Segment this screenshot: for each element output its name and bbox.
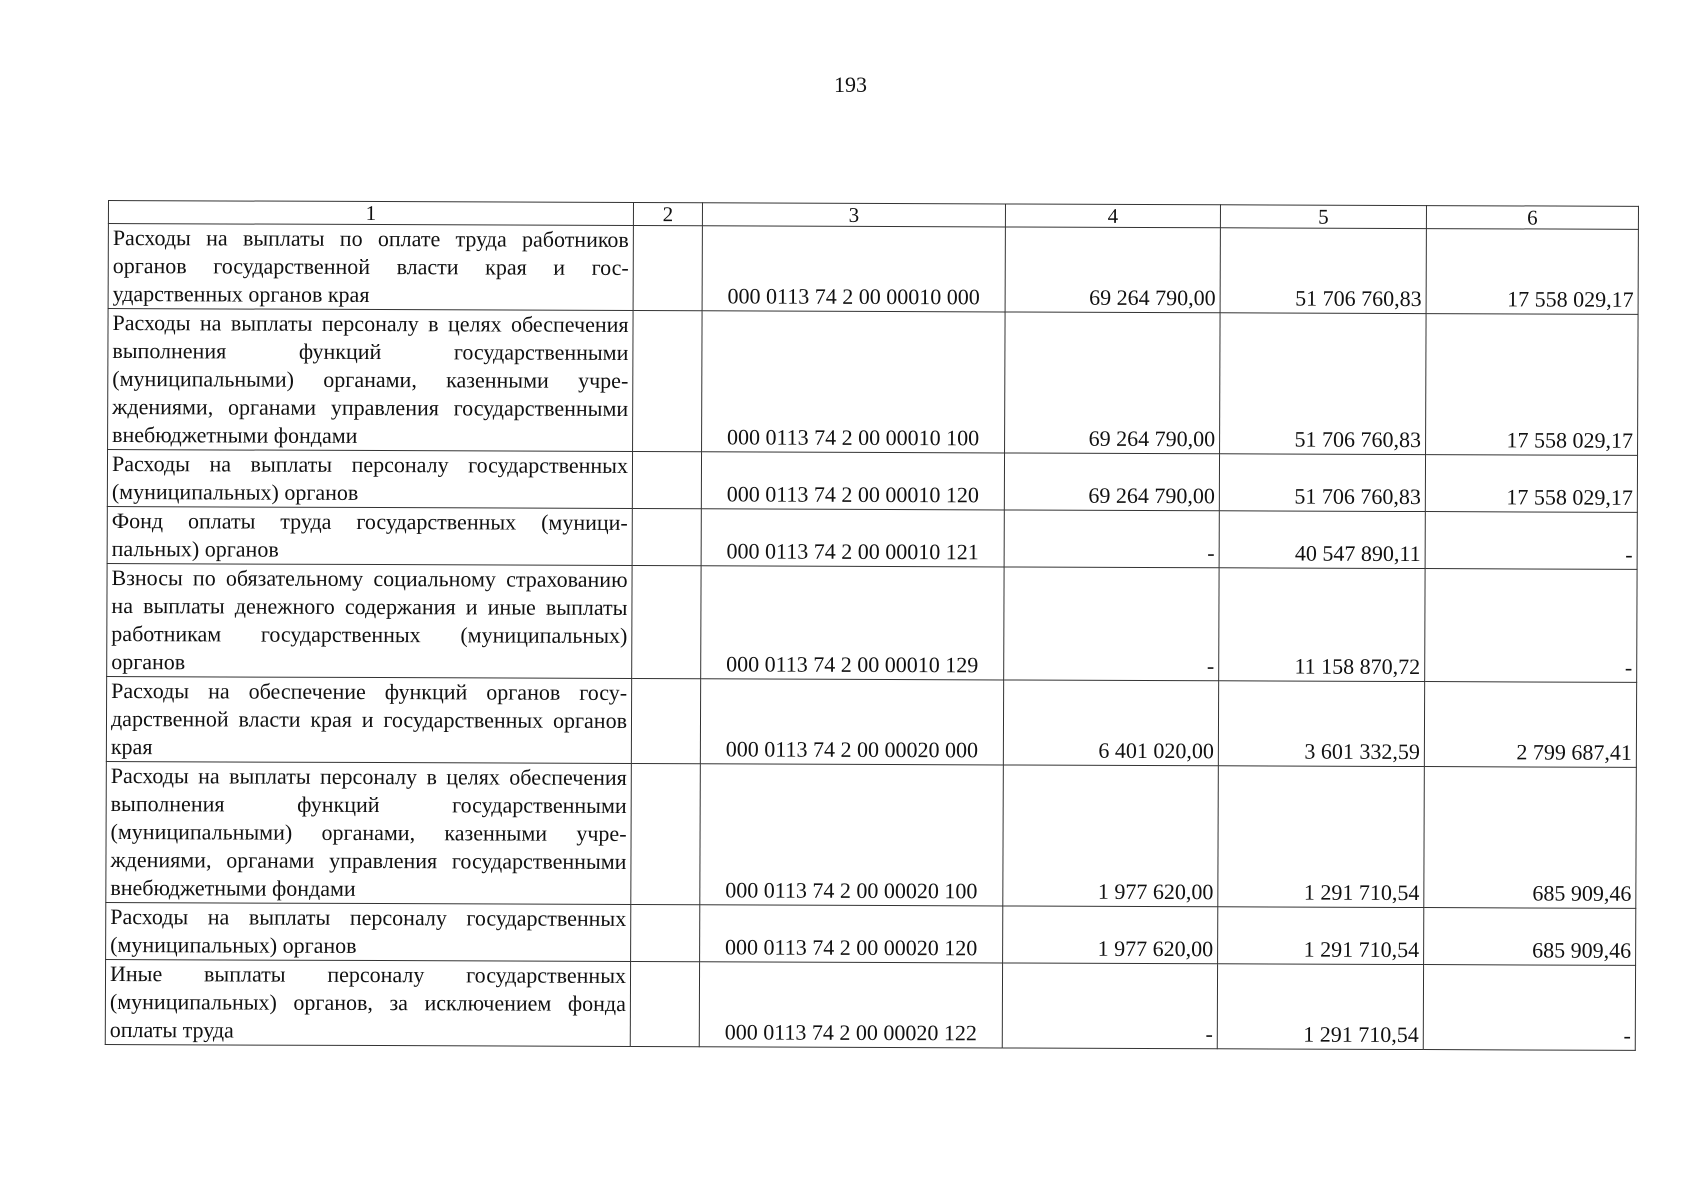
row-name: Расходы на выплаты по оплате труда работников органов государственной власти края и государственных органов края <box>108 224 633 311</box>
row-name: Иные выплаты персоналу государственных (муниципальных) органов, за исключением фонда оплаты труда <box>105 959 630 1046</box>
row-col2 <box>630 962 699 1047</box>
row-value-5: 1 291 710,54 <box>1218 907 1424 965</box>
row-code: 000 0113 74 2 00 00010 121 <box>701 509 1004 567</box>
row-code: 000 0113 74 2 00 00020 100 <box>700 764 1004 906</box>
row-code: 000 0113 74 2 00 00010 129 <box>701 566 1004 680</box>
row-value-5: 1 291 710,54 <box>1217 964 1423 1050</box>
row-value-4: 6 401 020,00 <box>1003 680 1218 766</box>
table-row <box>105 959 1635 1050</box>
row-col2 <box>631 905 700 962</box>
table-row <box>108 224 1638 315</box>
row-col2 <box>632 566 701 679</box>
page-number: 193 <box>834 72 867 97</box>
row-col2 <box>633 311 703 452</box>
row-value-6: 685 909,46 <box>1424 908 1636 966</box>
row-value-5: 40 547 890,11 <box>1219 511 1425 569</box>
row-value-4: 69 264 790,00 <box>1005 312 1221 454</box>
row-name: Расходы на выплаты персоналу в целях обеспечения выполнения функций государственными (муниципальными) органами, казенными учреждениями, органами управления государственными внебюджетными фондами <box>108 309 634 452</box>
row-value-5: 51 706 760,83 <box>1220 313 1427 455</box>
row-name: Взносы по обязательному социальному страхованию на выплаты денежного содержания и иные выплаты работникам государственных (муниципальных) органов <box>107 563 632 678</box>
row-value-6: - <box>1425 569 1637 683</box>
row-name: Фонд оплаты труда государственных (муниципальных) органов <box>107 506 632 565</box>
row-value-6: 17 558 029,17 <box>1426 314 1639 456</box>
row-value-4: 1 977 620,00 <box>1003 906 1218 964</box>
table-row <box>106 902 1636 965</box>
row-name: Расходы на обеспечение функций органов государственной власти края и государственных органов края <box>106 676 631 763</box>
row-col2 <box>633 226 702 311</box>
row-value-5: 51 706 760,83 <box>1220 228 1426 314</box>
row-value-5: 11 158 870,72 <box>1219 568 1425 682</box>
row-col2 <box>631 679 700 764</box>
row-code: 000 0113 74 2 00 00020 120 <box>700 905 1003 963</box>
row-code: 000 0113 74 2 00 00010 100 <box>702 311 1006 453</box>
header-col-2: 2 <box>633 203 702 226</box>
budget-table <box>105 200 1639 1051</box>
row-name: Расходы на выплаты персоналу в целях обеспечения выполнения функций государственными (муниципальными) органами, казенными учреждениями, органами управления государственными внебюджетными фондами <box>106 761 632 904</box>
row-value-6: - <box>1425 512 1637 570</box>
table-row <box>107 450 1637 513</box>
row-value-6: - <box>1423 965 1635 1051</box>
header-col-6: 6 <box>1426 206 1638 230</box>
row-value-4: 69 264 790,00 <box>1005 227 1220 313</box>
row-name: Расходы на выплаты персоналу государственных (муниципальных) органов <box>107 450 632 509</box>
row-value-5: 3 601 332,59 <box>1218 681 1424 767</box>
table-row <box>107 563 1637 682</box>
row-value-6: 17 558 029,17 <box>1426 229 1638 315</box>
table-row <box>108 309 1639 456</box>
row-col2 <box>631 764 701 905</box>
row-col2 <box>632 452 701 509</box>
header-col-5: 5 <box>1220 205 1426 229</box>
row-value-4: - <box>1004 510 1219 568</box>
header-col-3: 3 <box>702 203 1005 227</box>
table-row <box>106 761 1637 908</box>
row-name: Расходы на выплаты персоналу государственных (муниципальных) органов <box>106 902 631 961</box>
row-value-6: 2 799 687,41 <box>1424 682 1636 768</box>
header-col-1: 1 <box>108 201 633 226</box>
header-col-4: 4 <box>1005 204 1220 228</box>
row-value-5: 51 706 760,83 <box>1219 454 1425 512</box>
row-col2 <box>632 509 701 566</box>
row-code: 000 0113 74 2 00 00020 122 <box>699 962 1002 1048</box>
row-value-6: 685 909,46 <box>1424 767 1637 909</box>
row-value-4: 69 264 790,00 <box>1004 453 1219 511</box>
row-code: 000 0113 74 2 00 00010 000 <box>702 226 1005 312</box>
report-sheet <box>105 200 1638 1051</box>
row-value-4: 1 977 620,00 <box>1003 765 1219 907</box>
row-value-4: - <box>1002 963 1217 1049</box>
row-value-5: 1 291 710,54 <box>1218 766 1425 908</box>
table-row <box>106 676 1636 767</box>
row-value-4: - <box>1004 567 1219 681</box>
row-code: 000 0113 74 2 00 00020 000 <box>700 679 1003 765</box>
row-value-6: 17 558 029,17 <box>1425 455 1637 513</box>
table-row <box>107 506 1637 569</box>
row-code: 000 0113 74 2 00 00010 120 <box>701 452 1004 510</box>
